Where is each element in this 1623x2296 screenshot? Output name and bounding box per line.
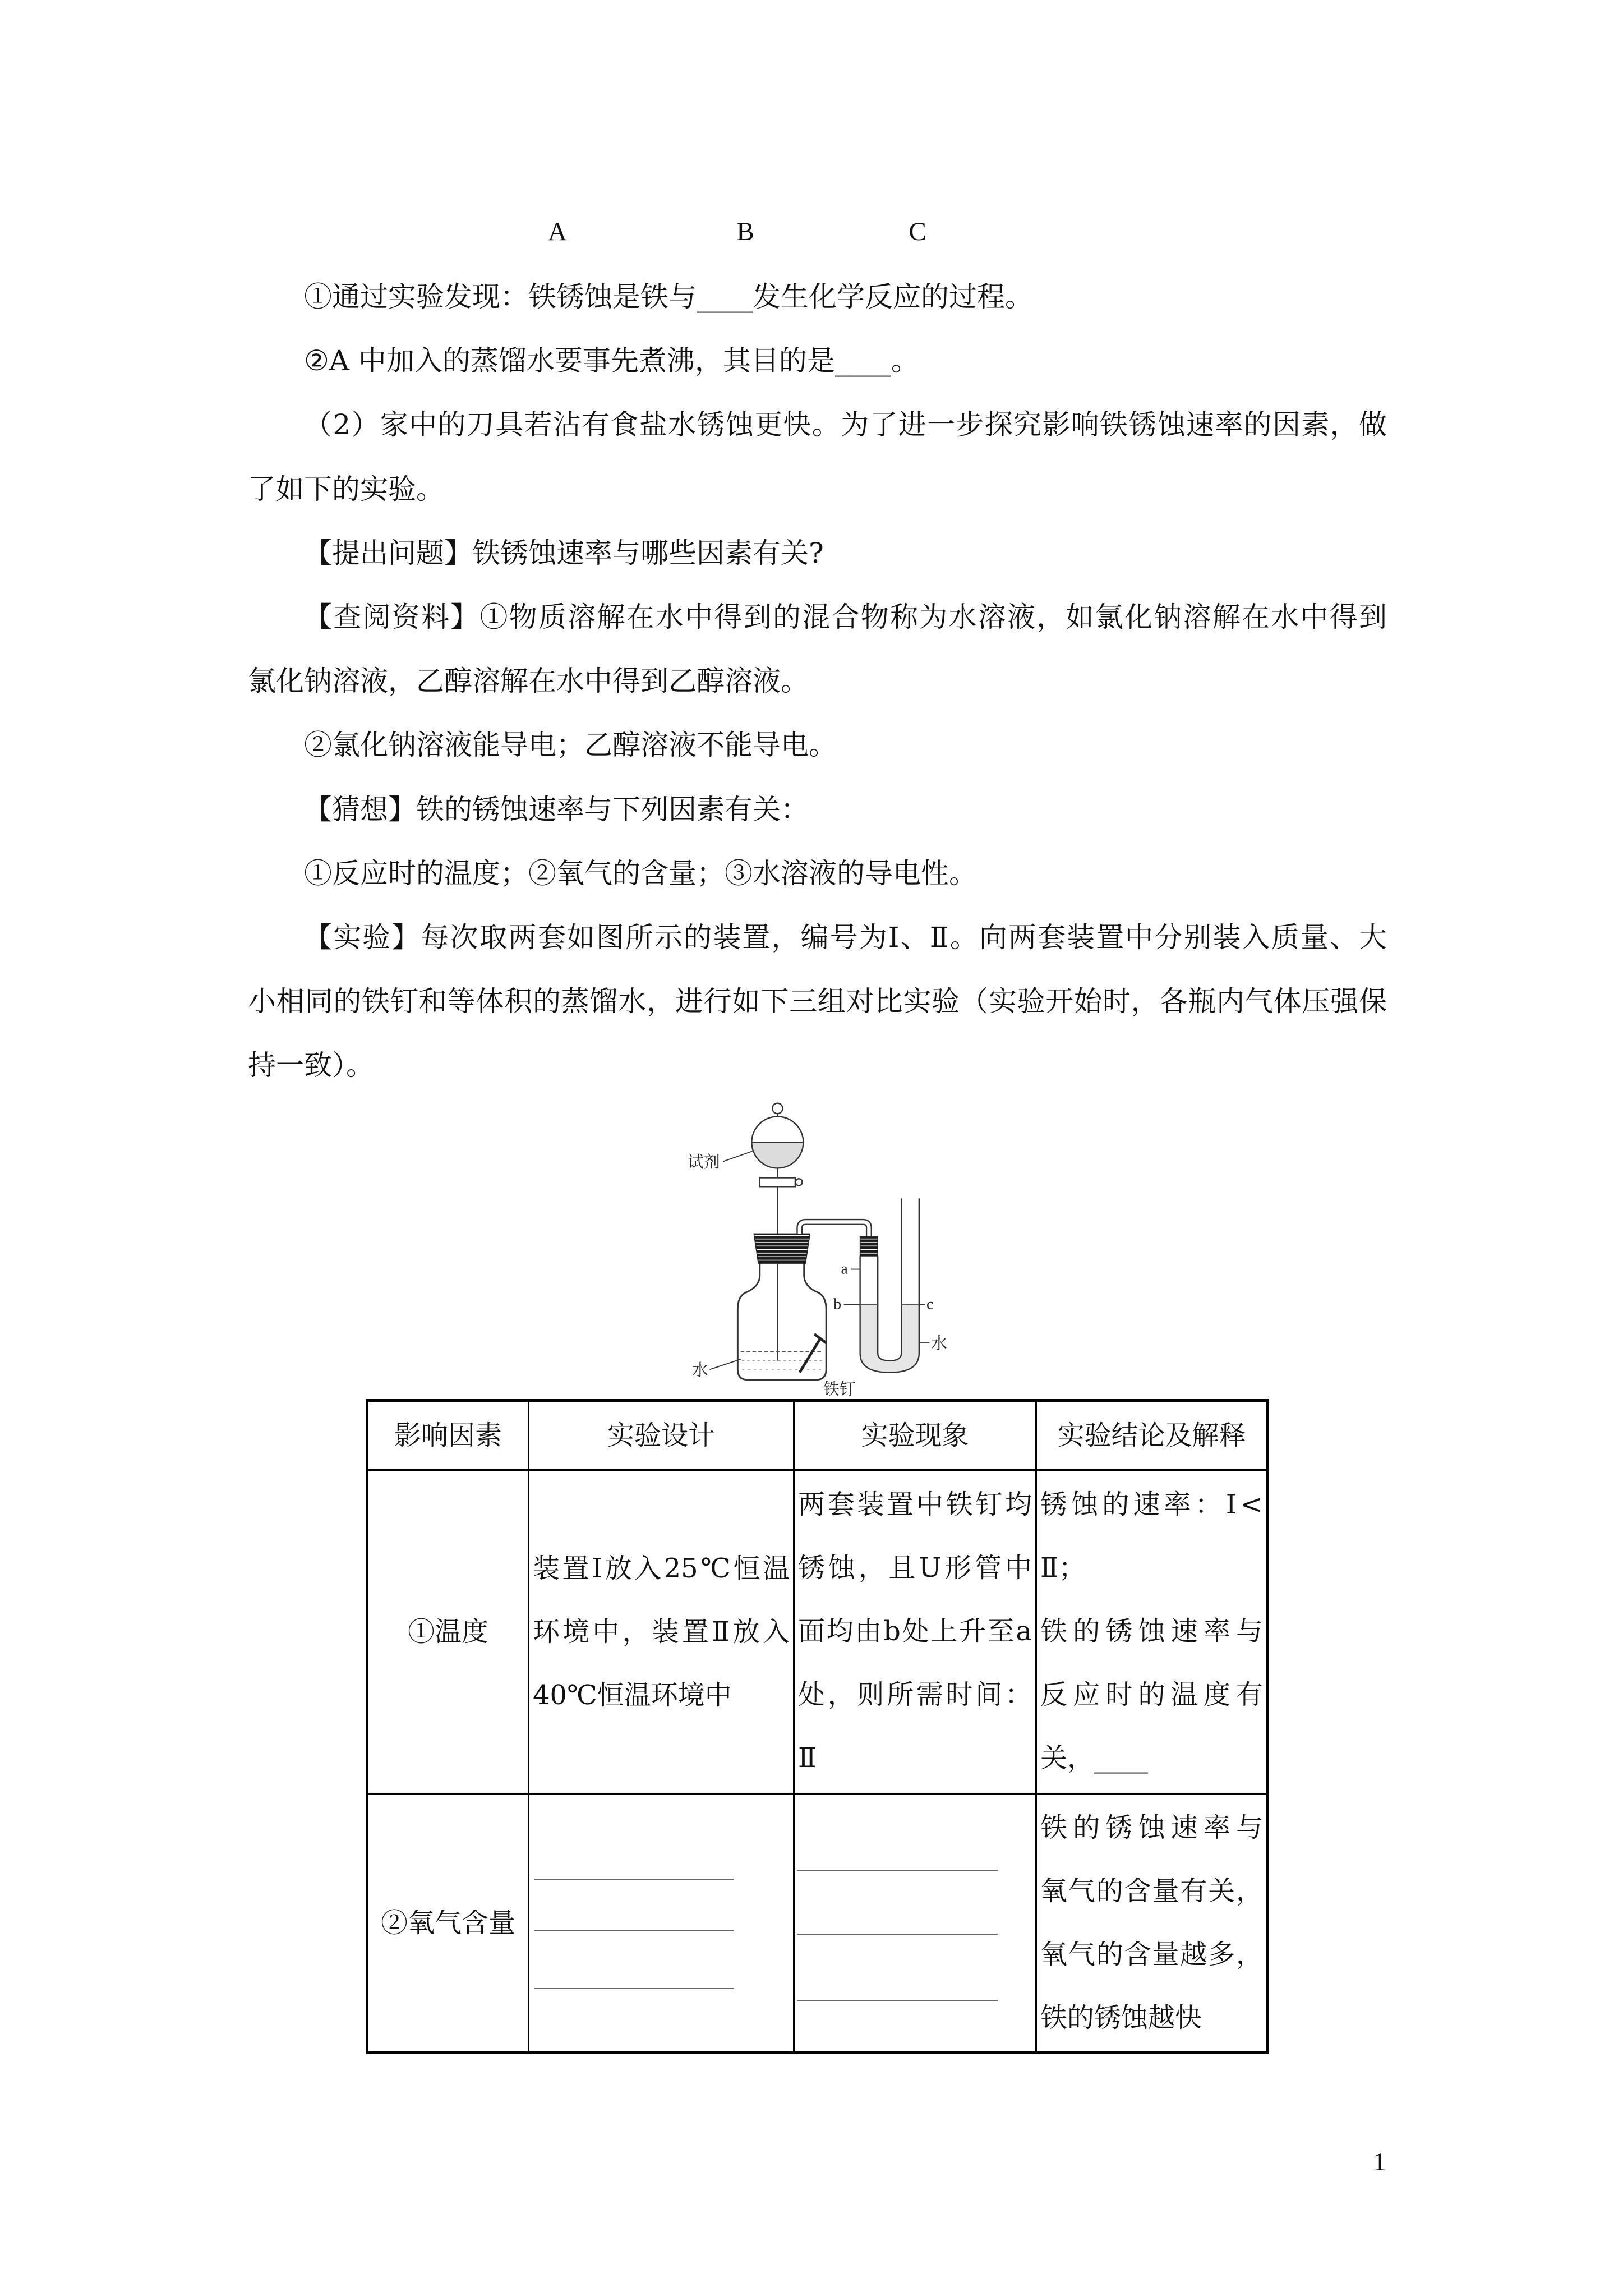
cell-line: Ⅱ； bbox=[1040, 1552, 1086, 1584]
page-number: 1 bbox=[1373, 2147, 1386, 2177]
u-tube-water bbox=[860, 1305, 919, 1373]
cell-line: 锈蚀，且U形管中 bbox=[798, 1552, 1032, 1584]
cell-line: 装置Ⅰ放入25℃恒温 bbox=[533, 1552, 790, 1584]
phenomenon-answer-blank[interactable] bbox=[797, 2000, 998, 2001]
cell-line: 40℃恒温环境中 bbox=[533, 1679, 732, 1711]
factor-label: ①温度 bbox=[407, 1616, 488, 1648]
experiment-table bbox=[366, 1399, 1269, 2054]
cell-line: 锈蚀的速率：Ⅰ< bbox=[1040, 1489, 1263, 1520]
header-label: 影响因素 bbox=[394, 1419, 502, 1451]
bottle bbox=[737, 1263, 826, 1380]
apparatus-figure bbox=[671, 1092, 966, 1399]
rubber-stopper bbox=[754, 1234, 810, 1263]
text-line: 【提出问题】铁锈蚀速率与哪些因素有关? bbox=[304, 536, 824, 569]
text-line: 氯化钠溶液，乙醇溶解在水中得到乙醇溶液。 bbox=[248, 665, 809, 698]
design-answer-blank[interactable] bbox=[534, 1879, 734, 1880]
text-line: （2）家中的刀具若沾有食盐水锈蚀更快。为了进一步探究影响铁锈蚀速率的因素，做 bbox=[304, 408, 1387, 441]
iron-nail-head bbox=[814, 1334, 826, 1343]
cell-line: 氧气的含量越多， bbox=[1040, 1939, 1263, 1970]
cell-line: 反应时的温度有 bbox=[1040, 1679, 1263, 1710]
text-line: 了如下的实验。 bbox=[248, 472, 444, 505]
header-label: 实验设计 bbox=[607, 1419, 715, 1451]
iron-nail bbox=[800, 1338, 820, 1372]
phenomenon-answer-blank[interactable] bbox=[797, 1934, 998, 1935]
tube-water-label: 水 bbox=[930, 1333, 947, 1353]
text-line: 【查阅资料】①物质溶解在水中得到的混合物称为水溶液，如氯化钠溶解在水中得到 bbox=[304, 600, 1387, 633]
text-line: ①通过实验发现：铁锈蚀是铁与____发生化学反应的过程。 bbox=[304, 280, 1033, 313]
factor-label: ②氧气含量 bbox=[380, 1907, 515, 1939]
header-label: 实验结论及解释 bbox=[1057, 1419, 1246, 1451]
rubber-connector bbox=[860, 1237, 878, 1256]
question-text bbox=[248, 265, 1387, 1097]
cell-line: 氧气的含量有关， bbox=[1040, 1875, 1263, 1907]
cell-line: 环境中，装置Ⅱ放入 bbox=[533, 1616, 790, 1648]
mark-a-label: a bbox=[841, 1259, 848, 1277]
cell-line: 铁的锈蚀越快 bbox=[1040, 2002, 1202, 2033]
figure-label-c: C bbox=[909, 217, 926, 246]
u-tube-inner-wall bbox=[878, 1198, 901, 1360]
header-phenomenon bbox=[795, 1402, 1035, 1469]
text-line: ①反应时的温度；②氧气的含量；③水溶液的导电性。 bbox=[304, 857, 977, 890]
nail-label: 铁钉 bbox=[823, 1379, 856, 1399]
stopcock bbox=[760, 1178, 795, 1187]
header-factor bbox=[368, 1402, 528, 1469]
stopcock-handle bbox=[795, 1179, 802, 1185]
reagent-label: 试剂 bbox=[687, 1152, 720, 1172]
cell-factor-oxygen bbox=[368, 1795, 528, 2051]
design-answer-blank[interactable] bbox=[534, 1988, 734, 1989]
cell-line: 关，____ bbox=[1040, 1742, 1149, 1774]
figure-label-b: B bbox=[736, 217, 754, 246]
phenomenon-answer-blank[interactable] bbox=[797, 1870, 998, 1871]
cell-conclusion-oxygen bbox=[1037, 1795, 1266, 2051]
cell-design-temperature bbox=[529, 1471, 793, 1793]
cell-line: 铁的锈蚀速率与 bbox=[1040, 1616, 1263, 1647]
bottle-water-leader-line bbox=[709, 1359, 740, 1369]
text-line: ②A 中加入的蒸馏水要事先煮沸，其目的是____。 bbox=[304, 344, 919, 378]
text-line: 【猜想】铁的锈蚀速率与下列因素有关： bbox=[304, 793, 809, 826]
cell-line: 处，则所需时间： bbox=[798, 1679, 1032, 1710]
text-line: 【实验】每次取两套如图所示的装置，编号为Ⅰ、Ⅱ。向两套装置中分别装入质量、大 bbox=[304, 921, 1387, 954]
header-conclusion bbox=[1037, 1402, 1266, 1469]
reagent-leader-line bbox=[723, 1151, 753, 1161]
mark-c-label: c bbox=[926, 1295, 934, 1313]
design-answer-blank[interactable] bbox=[534, 1930, 734, 1931]
mark-b-label: b bbox=[833, 1295, 842, 1313]
cell-line: 铁的锈蚀速率与 bbox=[1040, 1812, 1263, 1843]
header-design bbox=[529, 1402, 793, 1469]
cell-factor-temperature bbox=[368, 1471, 528, 1793]
funnel-liquid bbox=[751, 1142, 803, 1168]
text-line: 持一致）。 bbox=[248, 1049, 374, 1082]
cell-phenomenon-temperature bbox=[795, 1471, 1035, 1793]
separatory-funnel bbox=[751, 1103, 803, 1234]
text-line: 小相同的铁钉和等体积的蒸馏水，进行如下三组对比实验（实验开始时，各瓶内气体压强保 bbox=[248, 985, 1387, 1018]
header-label: 实验现象 bbox=[861, 1419, 969, 1451]
cell-conclusion-temperature bbox=[1037, 1471, 1266, 1793]
funnel-top-knob bbox=[772, 1103, 782, 1114]
text-line: ②氯化钠溶液能导电；乙醇溶液不能导电。 bbox=[304, 729, 837, 762]
cell-line: Ⅱ bbox=[798, 1742, 817, 1774]
cell-line: 面均由b处上升至a bbox=[798, 1616, 1032, 1647]
bottle-water-label: 水 bbox=[691, 1360, 708, 1379]
cell-line: 两套装置中铁钉均 bbox=[798, 1489, 1032, 1520]
figure-label-a: A bbox=[548, 217, 567, 246]
